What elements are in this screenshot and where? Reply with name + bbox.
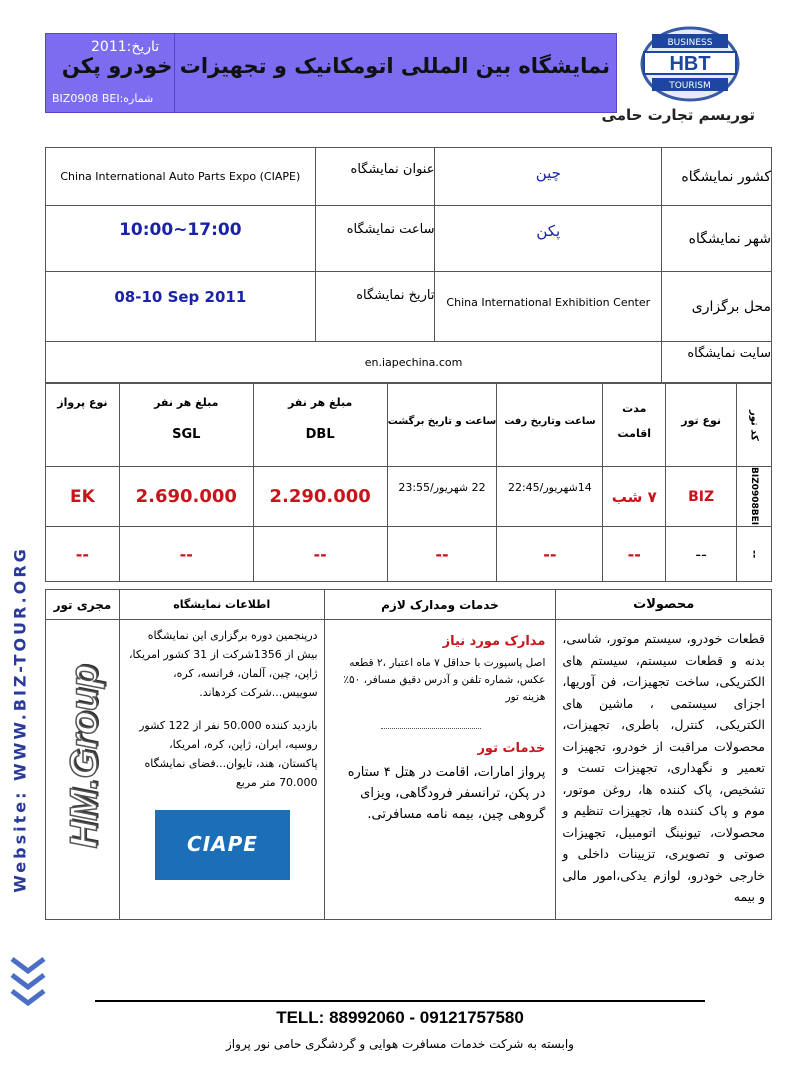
header-number: شماره:BIZ0908 BEI [52,92,154,105]
row1-departure: 14شهریور/22:45 [497,467,603,527]
products-header: محصولات [556,590,772,620]
header-sgl: مبلغ هر نفر SGL [119,384,253,467]
row1-dbl: 2.290.000 [253,467,387,527]
row2-departure: -- [497,527,603,582]
header-duration: مدت اقامت [603,384,666,467]
row1-return: 22 شهریور/23:55 [387,467,497,527]
chevron-down-icon [8,955,48,1015]
expo-date-label: تاریخ نمایشگاه [315,272,435,342]
side-website-text: Website: WWW.BIZ-TOUR.ORG [10,546,30,893]
row1-sgl: 2.690.000 [119,467,253,527]
country-label: کشور نمایشگاه [662,148,772,206]
footer-phone: TELL: 88992060 - 09121757580 [276,1008,524,1027]
row2-tour-type: -- [666,527,737,582]
row2-sgl: -- [119,527,253,582]
footer-divider [95,1000,705,1002]
docs-text: اصل پاسپورت با حداقل ۷ ماه اعتبار ،۲ قطعه عکس، شماره تلفن و آدرس دقیق مسافر، ۵۰٪ هزینه تور [343,657,546,703]
city-value: پکن [435,206,662,272]
expo-title-value: China International Auto Parts Expo (CIAPE) [46,148,316,206]
expo-info-header: اطلاعات نمایشگاه [119,590,324,620]
logo-bottom-text: TOURISM [669,81,711,91]
expo-title-label: عنوان نمایشگاه [315,148,435,206]
expo-info-p2: بازدید کننده 50.000 نفر از 122 کشور روسیه، ایران، ژاپن، کره، امریکا، پاکستان، هند، تایوان...فضای نمایشگاه 70.000 متر مربع [139,719,318,789]
header-tour-type: نوع تور [666,384,737,467]
city-label: شهر نمایشگاه [662,206,772,272]
expo-info-p1: درپنجمین دوره برگزاری این نمایشگاه بیش از 1356شرکت از 31 کشور امریکا، ژاپن، چین، آلمان، فرانسه، کره، سوییس...شرکت کردهاند. [129,629,318,699]
logo-main-text: HBT [669,53,711,75]
website-value[interactable]: en.iapechina.com [46,342,662,383]
header-code: کد تور [737,384,772,467]
ciape-logo: CIAPE [155,810,290,880]
row1-code: BIZ0908BEI [737,467,772,527]
products-text: قطعات خودرو، سیستم موتور، شاسی، بدنه و قطعات سیستم، سیستم های الکتریکی، ساخت تجهیزات، فن آوریها، اجزای سیستمی ، ماشین های الکتریکی، کنترل، باطری، تجهیزات، محصولات مراقبت از خودرو، تجهیزات تعمیر و نگهداری، تجهیزات تست و تشخیص، پاک کننده ها، روغن موتور، موم و پاک کننده ها، تجهیزات تنظیم و محصولات، تیونینگ اتومبیل، تجهیزات صوتی و تصویری، تزیینات داخلی و خارجی خودرو، لوازم یدکی،امور مالی و بیمه [562,631,765,904]
services-title: خدمات تور [477,741,546,756]
row1-duration: ۷ شب [603,467,666,527]
header-departure: ساعت وتاریخ رفت [497,384,603,467]
row2-flight: -- [46,527,120,582]
row1-flight: EK [46,467,120,527]
expo-date-value: 08-10 Sep 2011 [46,272,316,342]
venue-label: محل برگزاری [662,272,772,342]
logo-top-text: BUSINESS [667,38,713,48]
row2-return: -- [387,527,497,582]
venue-value: China International Exhibition Center [435,272,662,342]
services-header: خدمات ومدارک لازم [324,590,556,620]
footer-affiliation: وابسته به شرکت خدمات مسافرت هوایی و گردشگری حامی نور پرواز [226,1037,574,1051]
country-value: چین [435,148,662,206]
row1-tour-type: BIZ [666,467,737,527]
products-cell [556,620,772,920]
row2-code: -- [737,527,772,582]
company-logo [601,24,755,132]
organizer-header: مجری تور [46,590,120,620]
services-cell [324,620,556,920]
header-banner [45,33,617,113]
docs-title: مدارک مورد نیاز [442,634,546,649]
row2-duration: -- [603,527,666,582]
tour-table [45,383,772,582]
header-flight: نوع پرواز [46,384,120,467]
page-title: نمایشگاه بین المللی اتومکانیک و تجهیزات خودرو پکن [61,54,610,78]
website-label: سایت نمایشگاه [662,342,772,383]
header-dbl: مبلغ هر نفر DBL [253,384,387,467]
header-return: ساعت و تاریخ برگشت [387,384,497,467]
header-date: تاریخ:2011 [91,39,160,55]
divider [381,728,481,729]
organizer-logo: HM.Group [63,664,106,849]
row2-dbl: -- [253,527,387,582]
logo-subtitle: توریسم تجارت حامی [601,106,755,124]
hours-label: ساعت نمایشگاه [315,206,435,272]
hours-value: 10:00~17:00 [46,206,316,272]
info-table [45,147,772,383]
services-text: پرواز امارات، اقامت در هتل ۴ ستاره در پکن، ترانسفر فرودگاهی، ویزای گروهی چین، بیمه نامه مسافرتی. [347,765,546,822]
